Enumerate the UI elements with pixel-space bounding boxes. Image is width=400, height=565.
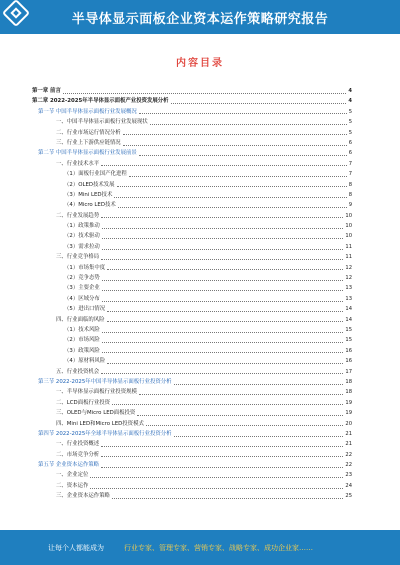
toc-entry[interactable] [32,460,352,470]
toc-leader-dots [101,373,343,374]
toc-entry-label: 一、半导体显示面板行业投资规模 [56,389,137,396]
toc-entry-label: 一、行业投资概述 [56,441,100,448]
footer-roles: 行业专家、管理专家、营销专家、战略专家、成功企业家…… [124,543,313,552]
toc-title: 内容目录 [176,58,224,69]
toc-entry-page: 19 [345,399,352,406]
toc-leader-dots [101,217,343,218]
toc-entry[interactable] [32,325,352,335]
toc-entry-label: 五、行业投资机会 [56,368,100,375]
report-title: 半导体显示面板企业资本运作策略研究报告 [71,11,329,27]
toc-entry[interactable] [32,263,352,273]
toc-leader-dots [63,93,347,94]
toc-entry-label: （1）政策推动 [64,223,100,230]
toc-entry[interactable] [32,419,352,429]
toc-entry-label: （5）进出口情况 [64,306,106,313]
toc-entry[interactable] [32,294,352,304]
toc-entry[interactable] [32,481,352,491]
toc-leader-dots [150,124,347,125]
toc-entry-page: 4 [348,88,352,94]
toc-entry-page: 5 [348,119,352,126]
toc-entry-label: （4）Micro LED技术 [64,202,116,209]
toc-leader-dots [139,155,347,156]
toc-leader-dots [101,456,343,457]
toc-entry-page: 6 [348,139,352,146]
toc-entry-label: 第一章 前言 [32,88,61,94]
toc-entry-label: 二、资本运作 [56,482,89,489]
toc-entry-label: （2）技术驱动 [64,233,100,240]
toc-entry[interactable] [32,450,352,460]
toc-entry-label: 第五节 企业资本运作策略 [38,462,100,469]
toc-entry-page: 14 [345,306,352,313]
toc-entry-label: 四、Mini LED和Micro LED投资模式 [56,420,144,427]
toc-entry-page: 5 [348,129,352,136]
toc-entry[interactable] [32,221,352,231]
toc-leader-dots [90,488,343,489]
toc-entry-page: 12 [345,264,352,271]
toc-entry-page: 23 [345,472,352,479]
toc-entry[interactable] [32,211,352,221]
footer-slogan: 让每个人都能成为 [48,543,104,552]
toc-entry-page: 12 [345,275,352,282]
toc-leader-dots [102,238,344,239]
toc-entry-page: 16 [345,358,352,365]
toc-entry-page: 7 [348,171,352,178]
toc-leader-dots [118,207,347,208]
toc-entry[interactable] [32,231,352,241]
toc-entry-label: 四、行业面临的风险 [56,316,105,323]
toc-entry-label: （1）市场集中度 [64,264,106,271]
toc-entry-label: （1）技术风险 [64,326,100,333]
toc-leader-dots [107,269,343,270]
toc-entry[interactable] [32,128,352,138]
toc-entry-label: （3）政策风险 [64,347,100,354]
toc-leader-dots [139,394,344,395]
toc-entry[interactable] [32,148,352,158]
toc-entry-page: 18 [345,389,352,396]
toc-entry[interactable] [32,346,352,356]
toc-entry-label: （2）市场风险 [64,337,100,344]
toc-entry[interactable] [32,252,352,262]
toc-leader-dots [90,477,343,478]
report-header [0,0,400,34]
toc-leader-dots [174,436,344,437]
toc-entry[interactable] [32,304,352,314]
toc-entry[interactable] [32,367,352,377]
toc-leader-dots [107,311,343,312]
toc-entry-page: 13 [345,285,352,292]
toc-entry[interactable] [32,190,352,200]
toc-entry-page: 14 [345,316,352,323]
toc-entry-label: （3）Mini LED技术 [64,191,113,198]
toc-entry[interactable] [32,180,352,190]
toc-entry-label: 三、行业上下游供应链情况 [56,139,121,146]
toc-entry-label: （2）竞争态势 [64,275,100,282]
toc-entry-label: 第二章 2022-2025年半导体显示面板产业投资发展分析 [32,98,169,105]
toc-entry-page: 5 [348,108,352,115]
toc-entry-page: 10 [345,212,352,219]
toc-entry[interactable] [32,169,352,179]
toc-entry-label: 第四节 2022-2025年全球半导体显示面板行业投资分析 [38,430,172,437]
toc-entry-page: 6 [348,150,352,157]
toc-leader-dots [129,176,347,177]
toc-entry-label: （1）面板行业国产化进程 [64,171,127,178]
toc-entry-page: 21 [345,430,352,437]
toc-leader-dots [112,404,343,405]
toc-entry-label: 一、企业定位 [56,472,89,479]
toc-leader-dots [101,467,343,468]
toc-list [32,86,352,502]
toc-entry-page: 22 [345,462,352,469]
toc-entry-page: 10 [345,223,352,230]
toc-entry-page: 11 [345,254,352,261]
toc-entry[interactable] [32,159,352,169]
toc-leader-dots [102,332,344,333]
toc-leader-dots [123,134,347,135]
toc-leader-dots [107,321,344,322]
toc-entry-page: 21 [345,441,352,448]
toc-entry-page: 25 [345,493,352,500]
toc-entry-page: 7 [348,160,352,167]
toc-entry[interactable] [32,283,352,293]
toc-entry[interactable] [32,200,352,210]
toc-leader-dots [114,197,346,198]
toc-entry-page: 9 [348,202,352,209]
toc-entry-label: 二、市场竞争分析 [56,451,100,458]
toc-entry-page: 22 [345,451,352,458]
report-footer [0,530,400,565]
toc-leader-dots [101,446,343,447]
toc-entry[interactable] [32,387,352,397]
toc-leader-dots [139,113,347,114]
toc-leader-dots [146,425,344,426]
toc-entry-label: 二、LCD面板行业投资 [56,399,111,406]
toc-entry-label: 三、企业资本运作策略 [56,493,110,500]
toc-entry[interactable] [32,408,352,418]
toc-entry-page: 10 [345,233,352,240]
toc-entry[interactable] [32,356,352,366]
toc-leader-dots [174,384,344,385]
toc-entry-label: 第一节 中国半导体显示面板行业发展概况 [38,108,137,115]
toc-entry-page: 8 [348,181,352,188]
toc-entry-page: 13 [345,295,352,302]
toc-entry-page: 24 [345,482,352,489]
toc-leader-dots [101,165,347,166]
toc-entry[interactable] [32,491,352,501]
logo-icon [2,0,30,27]
toc-entry-page: 8 [348,191,352,198]
toc-entry[interactable] [32,107,352,117]
toc-entry[interactable] [32,315,352,325]
toc-leader-dots [117,186,347,187]
toc-entry[interactable] [32,96,352,106]
toc-entry-page: 15 [345,337,352,344]
toc-entry[interactable] [32,429,352,439]
toc-leader-dots [102,249,344,250]
toc-entry-label: 三、行业竞争格局 [56,254,100,261]
toc-entry-label: （4）区域分布 [64,295,100,302]
toc-entry[interactable] [32,117,352,127]
toc-entry-page: 19 [345,410,352,417]
toc-leader-dots [102,228,344,229]
toc-leader-dots [102,301,344,302]
toc-entry[interactable] [32,138,352,148]
toc-entry-label: （3）需求拉动 [64,243,100,250]
toc-leader-dots [112,498,343,499]
toc-entry-label: 三、OLED与Micro LED面板投资 [56,410,136,417]
toc-leader-dots [137,415,343,416]
toc-entry-label: （2）OLED技术发展 [64,181,115,188]
toc-entry[interactable] [32,398,352,408]
toc-entry-label: 一、中国半导体显示面板行业发展现状 [56,119,148,126]
toc-leader-dots [123,145,347,146]
toc-entry[interactable] [32,470,352,480]
toc-entry[interactable] [32,86,352,96]
toc-entry[interactable] [32,242,352,252]
toc-entry-page: 17 [345,368,352,375]
toc-entry-label: 一、行业技术水平 [56,160,100,167]
toc-entry-page: 15 [345,326,352,333]
toc-entry[interactable] [32,335,352,345]
toc-leader-dots [171,103,347,104]
toc-entry-label: 二、行业发展趋势 [56,212,100,219]
toc-entry[interactable] [32,273,352,283]
toc-entry[interactable] [32,377,352,387]
toc-entry-page: 16 [345,347,352,354]
toc-entry-label: 二、行业市场运行情况分析 [56,129,121,136]
toc-entry-page: 11 [345,243,352,250]
toc-leader-dots [102,290,344,291]
toc-entry-label: 第三节 2022-2025年中国半导体显示面板行业投资分析 [38,378,172,385]
toc-leader-dots [101,259,343,260]
toc-entry-label: 第二节 中国半导体显示面板行业发展前景 [38,150,137,157]
toc-leader-dots [102,342,344,343]
toc-entry[interactable] [32,439,352,449]
toc-leader-dots [107,363,343,364]
toc-entry-label: （3）主要企业 [64,285,100,292]
toc-entry-page: 4 [348,98,352,105]
toc-entry-page: 20 [345,420,352,427]
toc-leader-dots [102,280,344,281]
toc-entry-page: 18 [345,378,352,385]
toc-entry-label: （4）原材料风险 [64,358,106,365]
toc-leader-dots [102,352,344,353]
